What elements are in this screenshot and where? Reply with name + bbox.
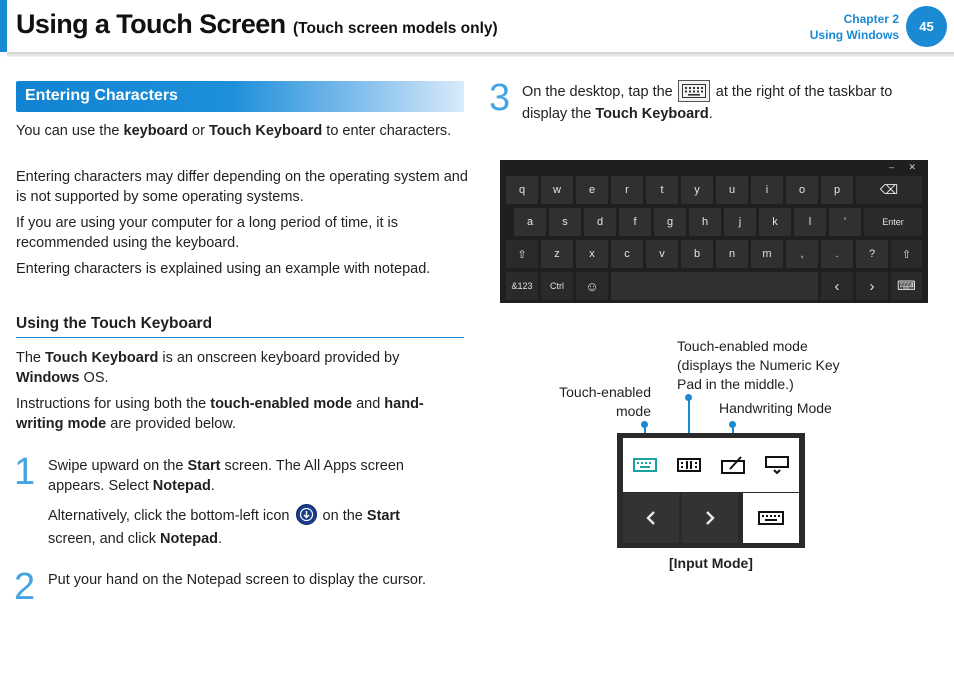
key-p[interactable]: p [821,176,853,204]
chapter-label [810,11,899,43]
step-2-number: 2 [14,566,36,608]
touch-keyboard [500,160,928,303]
key-f[interactable]: f [619,208,651,236]
step-1-text: Swipe upward on the Start screen. The All Apps screen appears. Select Notepad. [48,458,405,494]
key-arrow-right[interactable]: › [856,272,888,300]
callout-handwriting: Handwriting Mode [719,400,832,416]
key-period[interactable]: . [821,240,853,268]
callout-dot-touch-enabled [641,421,648,428]
key-numbers[interactable]: &123 [506,272,538,300]
section-paragraph-1: You can use the keyboard or Touch Keyboard to enter characters. [16,123,452,139]
section-heading: Entering Characters [16,81,464,112]
key-z[interactable]: z [541,240,573,268]
key-u[interactable]: u [716,176,748,204]
step-1-number: 1 [14,451,36,493]
key-m[interactable]: m [751,240,783,268]
page-title [16,9,498,40]
dock-keyboard-icon [765,456,789,474]
key-w[interactable]: w [541,176,573,204]
start-down-arrow-icon [296,504,317,525]
step-3-text: On the desktop, tap the at the right of the taskbar to display the Touch Keyboard. [522,81,932,125]
keyboard-window-controls[interactable]: – ✕ [888,162,922,172]
subsection-paragraph-2: Instructions for using both the touch-enabled mode and hand-writing mode are provided below. [16,396,424,432]
chevron-left-icon [645,510,657,526]
key-n[interactable]: n [716,240,748,268]
step-1-alt-text: Alternatively, click the bottom-left icon on the Start screen, and click Notepad. [48,505,458,551]
key-backspace[interactable]: ⌫ [856,176,922,204]
subsection-paragraph-1: The Touch Keyboard is an onscreen keyboard provided by Windows OS. [16,350,400,386]
key-s[interactable]: s [549,208,581,236]
key-g[interactable]: g [654,208,686,236]
step-3-number: 3 [489,77,511,119]
key-ctrl[interactable]: Ctrl [541,272,573,300]
key-arrow-left[interactable]: ‹ [821,272,853,300]
key-comma[interactable]: , [786,240,818,268]
key-i[interactable]: i [751,176,783,204]
keyboard-icon [758,511,784,525]
header-accent-bar [0,0,7,52]
key-o[interactable]: o [786,176,818,204]
key-keyboard-switch[interactable]: ⌨ [891,272,922,300]
key-l[interactable]: l [794,208,826,236]
page-title-main: Using a Touch Screen [16,9,286,39]
key-k[interactable]: k [759,208,791,236]
callout-dot-touch-numeric [685,394,692,401]
handwriting-pen-icon [721,456,745,474]
mode-handwriting-button[interactable] [711,438,755,492]
section-paragraph-2: Entering characters may differ depending on the operating system and is not supported by some operating systems. [16,169,468,205]
subsection-heading: Using the Touch Keyboard [16,315,464,338]
key-space[interactable] [611,272,818,300]
mode-dock-button[interactable] [755,438,799,492]
key-apostrophe[interactable]: ' [829,208,861,236]
chapter-number: Chapter 2 [843,12,899,26]
callout-dot-handwriting [729,421,736,428]
key-r[interactable]: r [611,176,643,204]
input-panel-keyboard-button[interactable] [743,493,799,543]
page-title-sub: (Touch screen models only) [293,20,498,37]
section-paragraph-3: If you are using your computer for a long period of time, it is recommended using the keyboard. [16,215,399,251]
key-shift-right[interactable]: ⇧ [891,240,922,268]
input-mode-panel [617,433,805,548]
key-enter[interactable]: Enter [864,208,922,236]
key-q[interactable]: q [506,176,538,204]
input-panel-left-button[interactable] [623,493,679,543]
key-emoji[interactable]: ☺ [576,272,608,300]
key-v[interactable]: v [646,240,678,268]
key-d[interactable]: d [584,208,616,236]
chapter-name: Using Windows [809,28,899,42]
chevron-right-icon [704,510,716,526]
keyboard-mode-icon [633,458,657,472]
key-shift-left[interactable]: ⇧ [506,240,538,268]
input-panel-right-button[interactable] [682,493,738,543]
input-mode-caption: [Input Mode] [669,555,753,571]
step-2-text: Put your hand on the Notepad screen to display the cursor. [48,572,427,588]
key-a[interactable]: a [514,208,546,236]
key-c[interactable]: c [611,240,643,268]
callout-touch-numeric: Touch-enabled mode (displays the Numeric Key Pad in the middle.) [677,338,840,392]
key-b[interactable]: b [681,240,713,268]
mode-split-keyboard-button[interactable] [667,438,711,492]
key-e[interactable]: e [576,176,608,204]
callout-touch-enabled: Touch-enabled mode [559,384,651,419]
key-j[interactable]: j [724,208,756,236]
input-mode-selector [623,438,799,492]
page-number-badge: 45 [906,6,947,47]
mode-touch-enabled-button[interactable] [623,438,667,492]
keyboard-icon [678,80,710,102]
section-paragraph-4: Entering characters is explained using an example with notepad. [16,261,431,277]
key-h[interactable]: h [689,208,721,236]
key-x[interactable]: x [576,240,608,268]
key-t[interactable]: t [646,176,678,204]
key-question[interactable]: ? [856,240,888,268]
split-keyboard-icon [677,458,701,472]
header-divider [7,52,954,57]
key-y[interactable]: y [681,176,713,204]
